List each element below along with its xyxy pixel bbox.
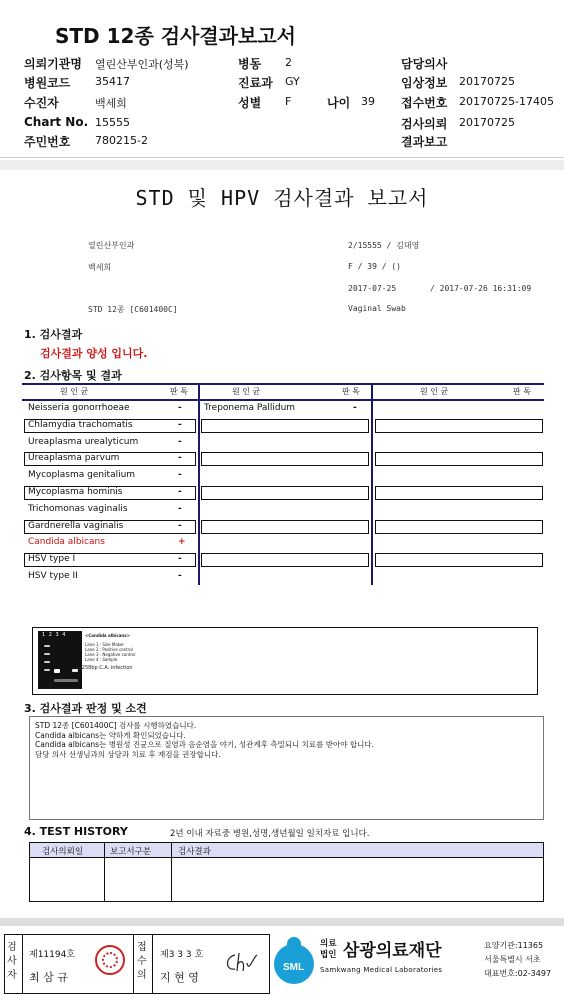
- section2-heading: 2. 검사항목 및 결과: [24, 369, 122, 382]
- receiver-id: 제3 3 3 호: [160, 950, 204, 960]
- gel-band: [44, 653, 50, 655]
- empty-result-box: [375, 520, 543, 534]
- finding-line: Candida albicans는 약하게 확인되었습니다.: [35, 730, 186, 740]
- finding-line: STD 12종 [C601400C] 검사를 시행하였습니다.: [35, 721, 197, 730]
- organism-name: HSV type I: [28, 554, 76, 565]
- label-sex: 성별: [238, 96, 262, 110]
- gel-band: [54, 679, 78, 682]
- value-patient: 백세희: [95, 97, 127, 110]
- organism-name: Trichomonas vaginalis: [28, 503, 128, 514]
- label-ward: 병동: [238, 57, 262, 71]
- organism-result: -: [178, 436, 182, 447]
- organism-result: -: [178, 419, 182, 430]
- org-prefix: 의료법인: [320, 939, 337, 960]
- header-divider-band: [0, 160, 564, 170]
- footer-line-1: 요양기관:11365: [484, 941, 544, 950]
- meta-date-received: 2017-07-25: [348, 284, 397, 293]
- empty-result-box: [375, 486, 543, 500]
- empty-result-box: [201, 520, 369, 534]
- grid-divider-2: [371, 385, 373, 585]
- results-grid-header: [22, 383, 544, 401]
- organism-result: -: [178, 453, 182, 464]
- footer-col-divider: [133, 935, 134, 993]
- value-request-date: 20170725: [459, 116, 515, 129]
- gel-band: [44, 669, 50, 671]
- label-result-report: 결과보고: [401, 135, 448, 149]
- value-sex: F: [285, 95, 292, 108]
- col-judgement-1: 판 독: [170, 387, 188, 396]
- footer-col-divider: [22, 935, 23, 993]
- label-department: 진료과: [238, 76, 273, 90]
- value-clinical-info: 20170725: [459, 75, 515, 88]
- examiner-name: 최 삼 규: [29, 971, 68, 984]
- meta-date-reported: / 2017-07-26 16:31:09: [430, 284, 532, 293]
- section1-heading: 1. 검사결과: [24, 328, 83, 341]
- footer-col-divider: [152, 935, 153, 993]
- empty-result-box: [375, 452, 543, 466]
- footer-line-3: 대표번호:02-3497: [484, 969, 552, 978]
- history-col-result: 검사결과: [178, 847, 211, 857]
- empty-result-box: [201, 452, 369, 466]
- meta-specimen: Vaginal Swab: [348, 304, 406, 313]
- label-patient: 수진자: [24, 96, 59, 110]
- col-judgement-2: 판 독: [342, 387, 360, 396]
- footer: [0, 928, 564, 1000]
- empty-result-box: [201, 553, 369, 567]
- footer-line-2: 서울특별시 서초: [484, 955, 541, 964]
- gel-band: [44, 645, 50, 647]
- meta-institution: 열린산부인과: [88, 241, 135, 250]
- empty-result-box: [201, 486, 369, 500]
- history-col-request-date: 검사의뢰일: [42, 847, 84, 857]
- examiner-label: 검사자: [7, 942, 17, 981]
- meta-ward-doctor: 2/15555 / 김대영: [348, 241, 420, 250]
- col-judgement-3: 판 독: [513, 387, 531, 396]
- footer-divider: [0, 918, 564, 926]
- report-title: STD 및 HPV 검사결과 보고서: [135, 186, 429, 210]
- header-divider: [0, 157, 564, 158]
- sml-logo-text: SML: [283, 962, 305, 973]
- grid-divider-1: [198, 385, 200, 585]
- organism-name: Neisseria gonorrhoeae: [28, 403, 130, 413]
- gel-lane-numbers: 1 2 3 4: [42, 632, 67, 638]
- label-chart-no: Chart No.: [24, 115, 89, 129]
- organism-result: -: [353, 403, 357, 413]
- findings-box: [29, 716, 544, 820]
- gel-title: <Candida albicans>: [85, 633, 130, 638]
- organism-result: -: [178, 520, 182, 531]
- organism-name: Mycoplasma genitalium: [28, 470, 136, 481]
- history-header-row: [30, 843, 543, 858]
- signature-icon: [223, 949, 259, 977]
- label-institution: 의뢰기관명: [24, 57, 82, 71]
- value-ward: 2: [285, 56, 292, 69]
- value-institution: 열린산부인과(성북): [95, 58, 189, 71]
- col-pathogen-1: 원 인 균: [60, 387, 89, 396]
- gel-legend-4: Lane 4 : Sample: [85, 657, 118, 662]
- sml-logo-icon: [270, 934, 318, 986]
- gel-band: [54, 669, 60, 673]
- label-receipt-no: 접수번호: [401, 96, 448, 110]
- empty-result-box: [201, 419, 369, 433]
- organism-name: Ureaplasma urealyticum: [28, 436, 139, 447]
- result-summary: 검사결과 양성 입니다.: [40, 347, 148, 360]
- col-pathogen-3: 원 인 균: [420, 387, 449, 396]
- org-name: 삼광의료재단: [343, 941, 442, 961]
- value-resident-no: 780215-2: [95, 134, 148, 147]
- label-clinical-info: 임상정보: [401, 76, 448, 90]
- examiner-seal: [95, 945, 125, 975]
- gel-legend-1: Lane 1 : Size Maker: [85, 642, 125, 647]
- empty-result-box: [375, 553, 543, 567]
- gel-band: [44, 661, 50, 663]
- org-english-name: Samkwang Medical Laboratories: [320, 966, 443, 974]
- finding-line: Candida albicans는 병원성 진균으로 질염과 음순염을 야기, 성관계후 측밀되니 치료를 받아야 합니다.: [35, 740, 375, 749]
- organism-name: Candida albicans: [28, 537, 105, 548]
- gel-legend-2: Lane 2 : Positive control: [85, 647, 133, 652]
- value-chart-no: 15555: [95, 116, 130, 129]
- organism-result: -: [178, 554, 182, 565]
- meta-sex-age: F / 39 / (): [348, 262, 401, 271]
- value-receipt-no: 20170725-17405: [459, 95, 554, 108]
- examiner-id: 제11194호: [29, 950, 76, 960]
- organism-name: Treponema Pallidum: [204, 403, 296, 413]
- history-col-divider: [171, 843, 172, 901]
- gel-band-label: ← 258bp C.A. infection: [76, 665, 133, 671]
- header-title: STD 12종 검사결과보고서: [55, 24, 296, 48]
- label-age: 나이: [327, 96, 351, 110]
- col-pathogen-2: 원 인 균: [232, 387, 261, 396]
- history-col-divider: [104, 843, 105, 901]
- meta-test-code: STD 12종 [C601400C]: [88, 305, 178, 314]
- organism-result: -: [178, 470, 182, 481]
- label-request-date: 검사의뢰: [401, 117, 448, 131]
- organism-result: -: [178, 403, 182, 413]
- finding-line: 담당 의사 선생님과의 상담과 치료 후 재검을 권장합니다.: [35, 749, 221, 759]
- gel-electrophoresis-panel: [32, 627, 538, 695]
- label-resident-no: 주민번호: [24, 135, 71, 149]
- empty-result-box: [375, 419, 543, 433]
- organism-name: Ureaplasma parvum: [28, 453, 120, 464]
- signature-box: [4, 934, 270, 994]
- organism-name: HSV type II: [28, 571, 78, 581]
- receiver-name: 지 현 영: [160, 971, 199, 984]
- organism-result: -: [178, 571, 182, 581]
- value-hospital-code: 35417: [95, 75, 130, 88]
- gel-legend-3: Lane 3 : Negative control: [85, 652, 136, 657]
- label-doctor: 담당의사: [401, 57, 448, 71]
- label-hospital-code: 병원코드: [24, 76, 71, 90]
- organism-name: Chlamydia trachomatis: [28, 419, 133, 430]
- organism-result: +: [178, 537, 186, 548]
- gel-image: [38, 631, 82, 689]
- history-note: 2년 이내 자료중 병원,성명,생년월일 일치자료 입니다.: [170, 829, 370, 839]
- organism-result: -: [178, 487, 182, 497]
- value-age: 39: [361, 95, 375, 108]
- organism-name: Mycoplasma hominis: [28, 487, 123, 497]
- seal-inner-ring: [102, 952, 118, 968]
- organism-result: -: [178, 503, 182, 514]
- organism-name: Gardnerella vaginalis: [28, 520, 124, 531]
- section3-heading: 3. 검사결과 판정 및 소견: [24, 702, 147, 715]
- value-department: GY: [285, 75, 300, 88]
- receiver-label: 접수의: [137, 942, 147, 981]
- history-col-report-type: 보고서구분: [110, 847, 152, 857]
- meta-patient: 백세희: [88, 263, 112, 272]
- section4-heading: 4. TEST HISTORY: [24, 825, 128, 838]
- test-history-table: [29, 842, 544, 902]
